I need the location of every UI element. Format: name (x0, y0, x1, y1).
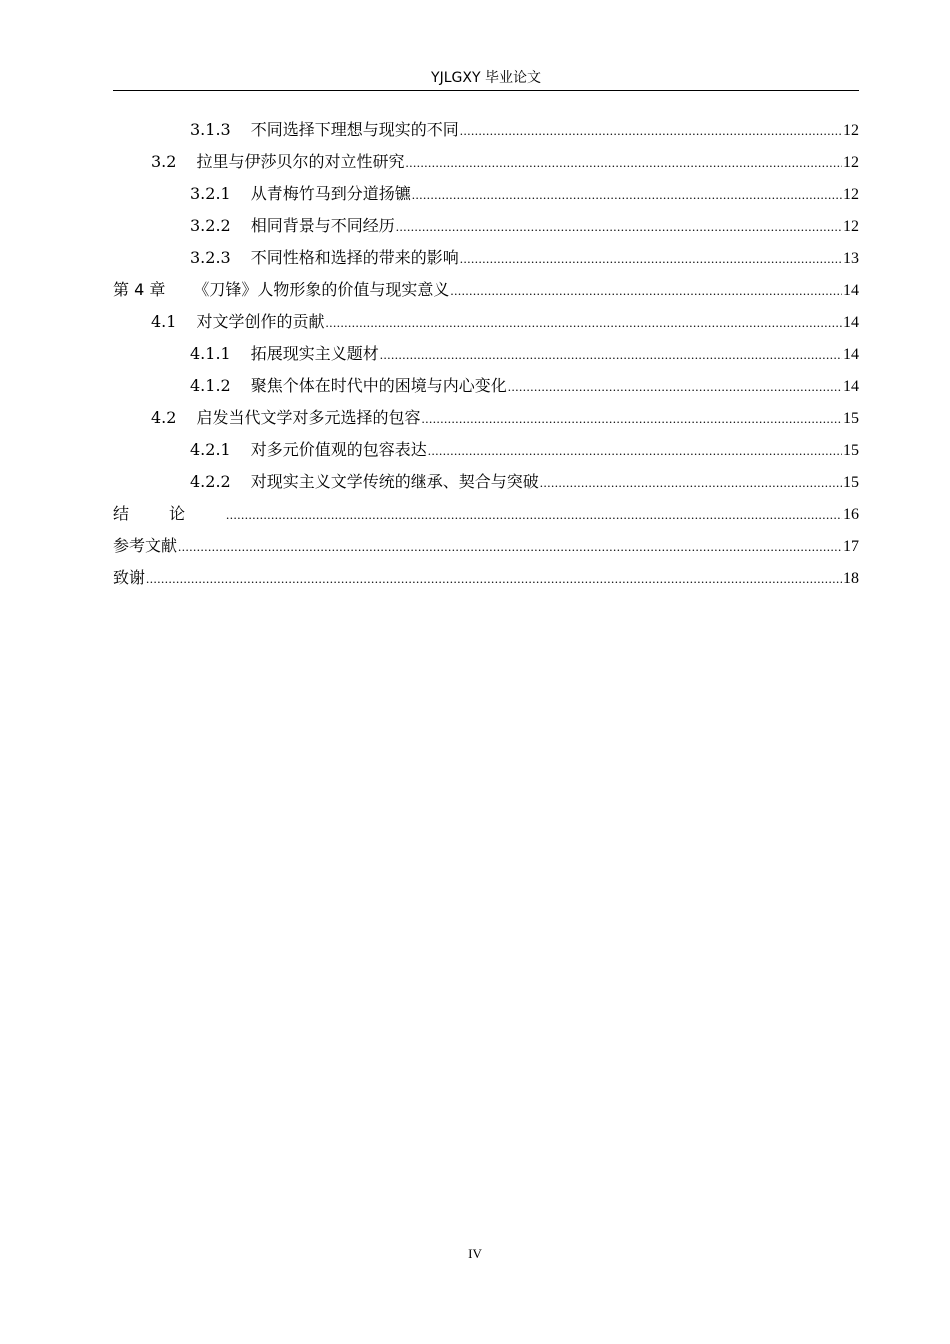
toc-entry-page: 13 (843, 250, 859, 267)
toc-entry-page: 12 (843, 186, 859, 203)
toc-entry-page: 12 (843, 154, 859, 171)
toc-entry-conclusion[interactable] (113, 498, 859, 530)
toc-entry-number: 4.2 (151, 408, 177, 427)
toc-entry-page: 12 (843, 122, 859, 139)
toc-entry-4-2-1[interactable] (113, 434, 859, 466)
table-of-contents (113, 114, 859, 594)
toc-entry-page: 14 (843, 378, 859, 395)
toc-entry-number: 4.1 (151, 312, 177, 331)
toc-entry-number: 3.2.2 (190, 216, 231, 235)
toc-entry-title: 致谢 (113, 568, 146, 587)
toc-entry-title: 结论 (113, 504, 226, 523)
toc-entry-title: 从青梅竹马到分道扬镳 (250, 184, 411, 203)
toc-dot-leader (421, 403, 842, 435)
toc-entry-title: 对现实主义文学传统的继承、契合与突破 (250, 472, 539, 491)
header-title: YJLGXY 毕业论文 (431, 70, 541, 86)
page-header (113, 68, 859, 91)
toc-dot-leader (325, 307, 842, 339)
toc-entry-4-1-1[interactable] (113, 338, 859, 370)
toc-entry-3-2-3[interactable] (113, 242, 859, 274)
toc-dot-leader (460, 115, 842, 147)
toc-dot-leader (450, 275, 842, 307)
toc-entry-page: 16 (843, 506, 859, 523)
toc-entry-3-2-1[interactable] (113, 178, 859, 210)
toc-entry-number: 第 4 章 (113, 280, 166, 299)
toc-entry-number: 3.2.1 (190, 184, 231, 203)
toc-entry-number: 4.1.2 (190, 376, 231, 395)
toc-entry-3-2-2[interactable] (113, 210, 859, 242)
toc-entry-number: 4.2.1 (190, 440, 231, 459)
toc-entry-references[interactable] (113, 530, 859, 562)
toc-dot-leader (412, 179, 842, 211)
toc-entry-title: 不同性格和选择的带来的影响 (250, 248, 459, 267)
toc-dot-leader (460, 243, 842, 275)
toc-entry-page: 18 (843, 570, 859, 587)
toc-entry-title: 不同选择下理想与现实的不同 (250, 120, 459, 139)
page-number: IV (468, 1246, 482, 1261)
toc-entry-title: 对文学创作的贡献 (196, 312, 325, 331)
page-footer (0, 1246, 950, 1262)
toc-entry-3-2[interactable] (113, 146, 859, 178)
toc-dot-leader (146, 563, 842, 595)
toc-entry-page: 12 (843, 218, 859, 235)
toc-dot-leader (405, 147, 842, 179)
toc-entry-title: 拓展现实主义题材 (250, 344, 379, 363)
toc-dot-leader (226, 499, 842, 531)
toc-entry-number: 4.1.1 (190, 344, 231, 363)
toc-entry-number: 3.2 (151, 152, 177, 171)
toc-dot-leader (508, 371, 842, 403)
toc-entry-title: 相同背景与不同经历 (250, 216, 395, 235)
toc-entry-title: 拉里与伊莎贝尔的对立性研究 (196, 152, 405, 171)
toc-dot-leader (380, 339, 842, 371)
toc-entry-page: 14 (843, 346, 859, 363)
toc-entry-page: 14 (843, 282, 859, 299)
toc-entry-number: 3.2.3 (190, 248, 231, 267)
toc-entry-title: 对多元价值观的包容表达 (250, 440, 427, 459)
toc-entry-4-1[interactable] (113, 306, 859, 338)
toc-entry-page: 14 (843, 314, 859, 331)
toc-entry-chapter-4[interactable] (113, 274, 859, 306)
toc-entry-title: 启发当代文学对多元选择的包容 (196, 408, 421, 427)
toc-entry-3-1-3[interactable] (113, 114, 859, 146)
toc-entry-page: 15 (843, 474, 859, 491)
toc-dot-leader (428, 435, 842, 467)
toc-entry-title: 聚焦个体在时代中的困境与内心变化 (250, 376, 507, 395)
toc-entry-4-2[interactable] (113, 402, 859, 434)
toc-dot-leader (540, 467, 842, 499)
toc-entry-page: 15 (843, 410, 859, 427)
toc-dot-leader (178, 531, 842, 563)
toc-entry-title: 参考文献 (113, 536, 178, 555)
toc-entry-number: 4.2.2 (190, 472, 231, 491)
toc-entry-4-1-2[interactable] (113, 370, 859, 402)
toc-dot-leader (396, 211, 842, 243)
toc-entry-number: 3.1.3 (190, 120, 231, 139)
toc-entry-acknowledgements[interactable] (113, 562, 859, 594)
toc-entry-page: 17 (843, 538, 859, 555)
toc-entry-4-2-2[interactable] (113, 466, 859, 498)
toc-entry-title: 《刀锋》人物形象的价值与现实意义 (193, 280, 450, 299)
toc-entry-page: 15 (843, 442, 859, 459)
